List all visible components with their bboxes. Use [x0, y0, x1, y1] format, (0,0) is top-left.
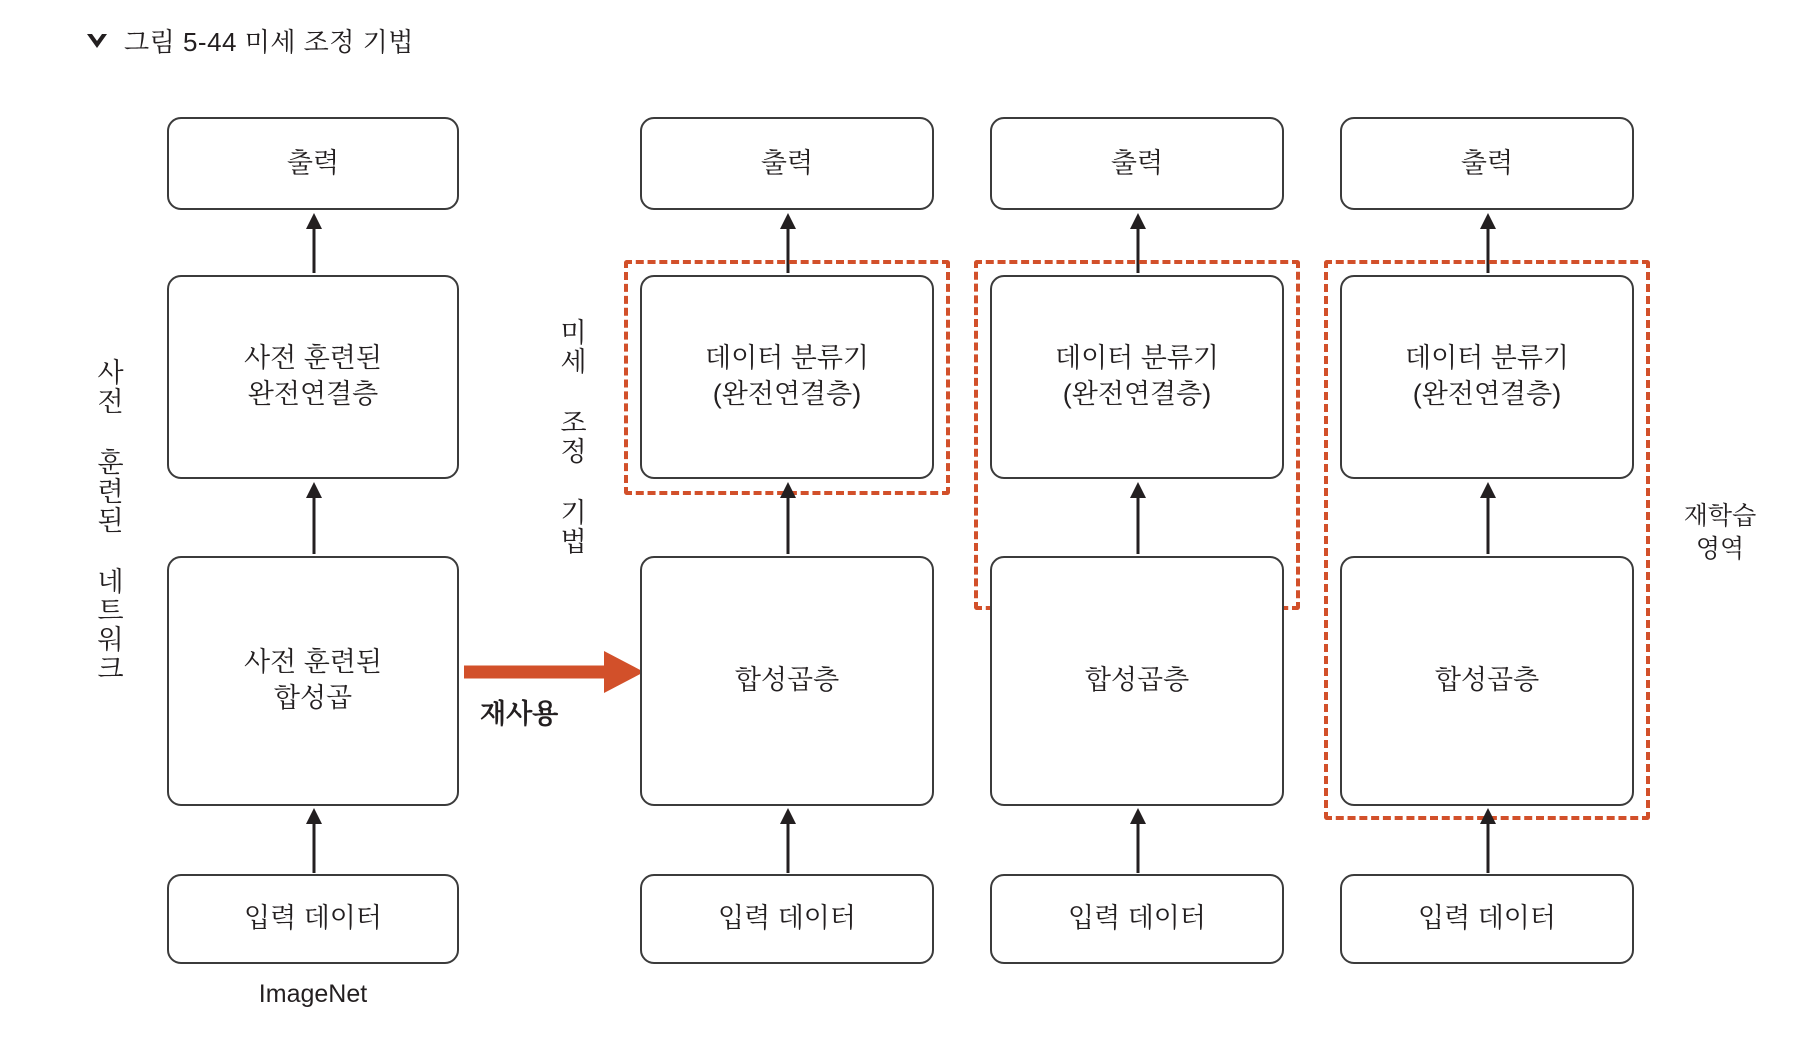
reuse-label: 재사용	[480, 699, 559, 729]
col2-arrow-input-to-conv	[777, 808, 799, 873]
retrain-region-label-line1: 재학습	[1683, 502, 1757, 530]
col1-output-label: 출력	[286, 147, 340, 178]
retrain-region-label-line2: 영역	[1695, 534, 1745, 563]
col2-conv-label: 합성곱층	[734, 665, 840, 696]
col2-classifier-label-line1: 데이터 분류기	[705, 343, 869, 374]
col2-output-box	[640, 117, 934, 210]
col1-output-box	[167, 117, 459, 210]
col2-input-data-label: 입력 데이터	[718, 903, 856, 934]
col4-classifier-box	[1340, 275, 1634, 479]
col1-arrow-fc-to-output	[303, 213, 325, 273]
col2-arrow-classifier-to-output	[777, 213, 799, 273]
retrain-region-label	[1660, 500, 1780, 565]
col3-output-box	[990, 117, 1284, 210]
col1-input-data-box	[167, 874, 459, 964]
col3-classifier-box	[990, 275, 1284, 479]
col3-conv-label: 합성곱층	[1084, 665, 1190, 696]
finetune-method-vertical-label: 미세 조정 기법	[556, 318, 587, 556]
col1-input-data-label: 입력 데이터	[244, 903, 382, 934]
col2-output-label: 출력	[760, 147, 814, 178]
col2-classifier-box	[640, 275, 934, 479]
col3-input-data-box	[990, 874, 1284, 964]
col4-input-data-label: 입력 데이터	[1418, 903, 1556, 934]
col4-arrow-input-to-conv	[1477, 808, 1499, 873]
col3-input-data-label: 입력 데이터	[1068, 903, 1206, 934]
col4-classifier-label-line1: 데이터 분류기	[1405, 343, 1569, 374]
col4-conv-box	[1340, 556, 1634, 806]
col2-arrow-conv-to-classifier	[777, 482, 799, 554]
col1-pretrained-fc-box	[167, 275, 459, 479]
col4-conv-label: 합성곱층	[1434, 665, 1540, 696]
pretrained-network-vertical-label: 사전 훈련된 네트워크	[93, 358, 124, 683]
col2-conv-box	[640, 556, 934, 806]
col1-arrow-input-to-conv	[303, 808, 325, 873]
col4-output-label: 출력	[1460, 147, 1514, 178]
col1-pretrained-conv-label-line2: 합성곱	[273, 683, 353, 713]
reuse-arrow-icon	[464, 655, 644, 689]
col3-classifier-label-line2: (완전연결층)	[1062, 379, 1212, 409]
col4-input-data-box	[1340, 874, 1634, 964]
col2-input-data-box	[640, 874, 934, 964]
col1-arrow-conv-to-fc	[303, 482, 325, 554]
col3-arrow-input-to-conv	[1127, 808, 1149, 873]
col3-arrow-conv-to-classifier	[1127, 482, 1149, 554]
col1-pretrained-fc-label-line1: 사전 훈련된	[244, 343, 382, 374]
col2-classifier-label-line2: (완전연결층)	[712, 379, 862, 409]
col4-arrow-conv-to-classifier	[1477, 482, 1499, 554]
col3-conv-box	[990, 556, 1284, 806]
col3-classifier-label-line1: 데이터 분류기	[1055, 343, 1219, 374]
col1-pretrained-conv-box	[167, 556, 459, 806]
col4-output-box	[1340, 117, 1634, 210]
col3-output-label: 출력	[1110, 147, 1164, 178]
figure-caption	[84, 22, 414, 59]
col3-arrow-classifier-to-output	[1127, 213, 1149, 273]
col4-classifier-label-line2: (완전연결층)	[1412, 379, 1562, 409]
figure-caption-text: 그림 5-44 미세 조정 기법	[124, 27, 414, 57]
col4-arrow-classifier-to-output	[1477, 213, 1499, 273]
col1-pretrained-conv-label-line1: 사전 훈련된	[244, 647, 382, 678]
col1-pretrained-fc-label-line2: 완전연결층	[247, 379, 379, 409]
col1-dataset-label: ImageNet	[258, 980, 368, 1008]
chevron-down-icon	[84, 28, 110, 54]
